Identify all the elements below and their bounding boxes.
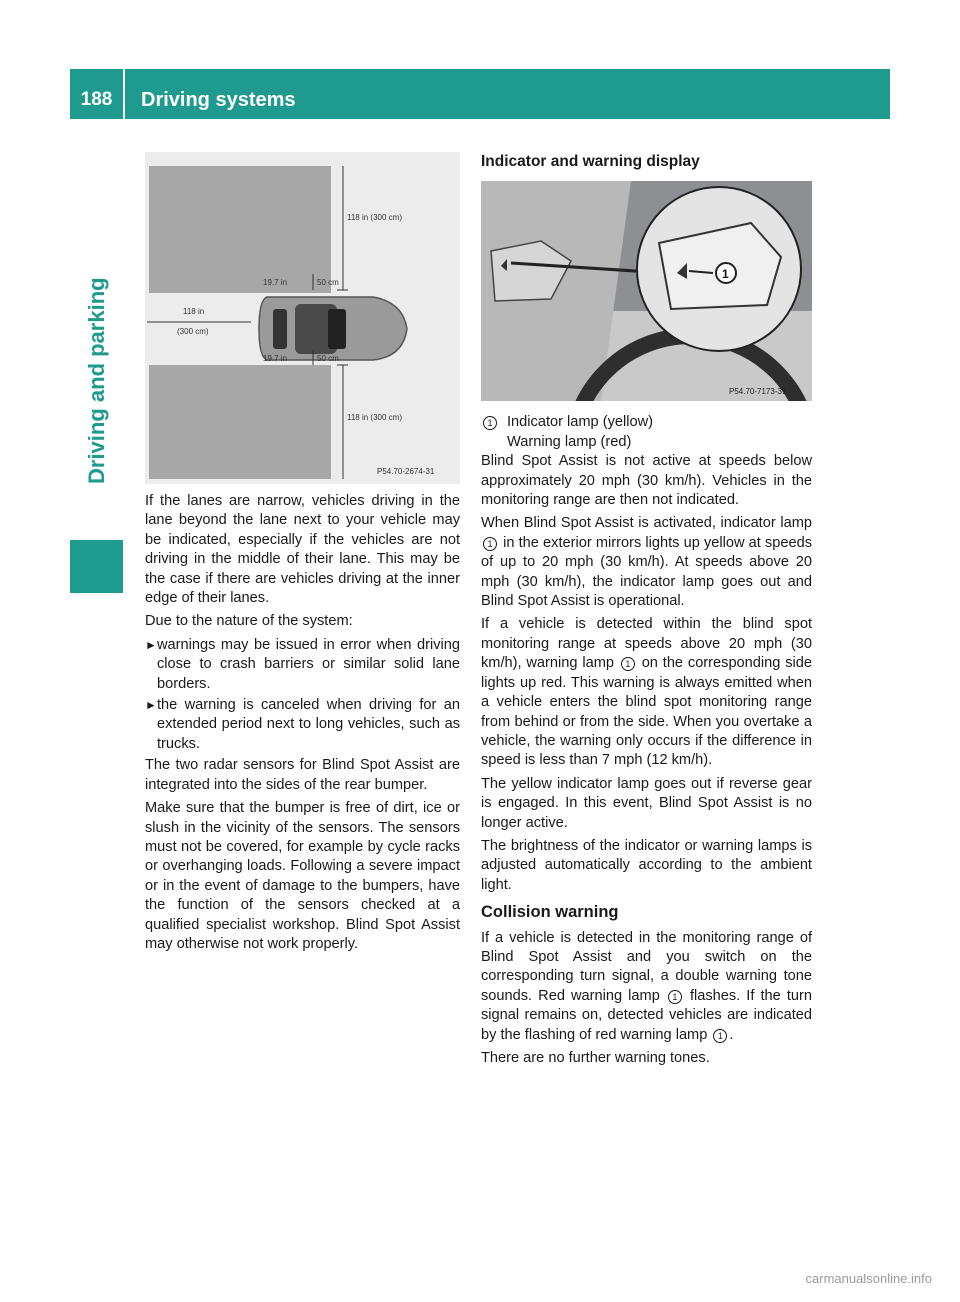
page-number: 188 (70, 69, 125, 119)
blind-spot-range-diagram (145, 152, 460, 484)
paragraph: If a vehicle is detected in the monitoring range of Blind Spot Assist and you switch on the corresponding turn signal, a double warning tone sounds. Red warning lamp 1 flashes. If the turn signal remains on, detected vehicles are indicated by the flashing of red warning lamp 1 . (481, 929, 812, 1043)
left-column (145, 152, 460, 958)
callout-1-icon: 1 (483, 416, 497, 430)
paragraph: The two radar sensors for Blind Spot Assist are integrated into the sides of the rear bumper. (145, 757, 460, 793)
site-watermark: carmanualsonline.info (805, 1271, 932, 1286)
subsection-heading: Collision warning (481, 903, 619, 922)
paragraph: If the lanes are narrow, vehicles driving in the lane beyond the lane next to your vehicle may be indicated, especially if the vehicles are not driving in the middle of their lane. This may be the case if there are vehicles driving at the inner edge of their lanes. (145, 493, 460, 607)
paragraph: Due to the nature of the system: (145, 613, 353, 630)
rear-left-zone (149, 166, 331, 293)
list-item: ► warnings may be issued in error when driving close to crash barriers or similar solid lane borders. (145, 636, 460, 692)
paragraph: The yellow indicator lamp goes out if reverse gear is engaged. In this event, Blind Spot Assist is no longer active. (481, 775, 812, 831)
list-item: ► the warning is canceled when driving for an extended period next to long vehicles, such as trucks. (145, 697, 460, 752)
lateral-in-label: 118 in (183, 307, 205, 316)
gap-top-cm-label: 50 cm (317, 278, 339, 287)
paragraph: Make sure that the bumper is free of dirt, ice or slush in the vicinity of the sensors. The sensors must not be covered, for example by cycle racks or overhanging loads. Following a severe impact or in the event of damage to the bumpers, have the function of the sensors checked at a qualified specialist workshop. Blind Spot Assist may otherwise not work properly. (145, 800, 460, 952)
gap-bottom-in-label: 19.7 in (263, 354, 288, 363)
section-heading: Indicator and warning display (481, 153, 700, 170)
bullet-list (145, 636, 460, 754)
front-range-label: 118 in (300 cm) (347, 413, 402, 422)
figure-code: P54.70-2674-31 (377, 467, 435, 476)
front-left-zone (149, 365, 331, 479)
callout-1-icon: 1 (713, 1029, 727, 1043)
mirror-indicator-photo (481, 181, 812, 401)
legend-line-indicator: Indicator lamp (yellow) (507, 414, 653, 431)
side-tab-marker (70, 540, 123, 593)
figure-code: P54.70-7173-31 (729, 387, 787, 397)
legend-line-warning: Warning lamp (red) (507, 433, 632, 450)
paragraph: The brightness of the indicator or warning lamps is adjusted automatically according to the ambient light. (481, 837, 812, 893)
page-header (70, 69, 890, 119)
callout-number: 1 (722, 267, 729, 282)
paragraph: If a vehicle is detected within the blind spot monitoring range at speeds above 20 mph (30 km/h), warning lamp 1 on the corresponding side lights up red. This warning is always emitted when a vehicle enters the blind spot monitoring range from behind or from the side. When you overtake a vehicle, the warning only occurs if the difference in speed is less than 7 mph (12 km/h). (481, 616, 813, 769)
bullet-icon: ► (145, 637, 157, 652)
lateral-cm-label: (300 cm) (177, 327, 209, 336)
paragraph: There are no further warning tones. (481, 1050, 710, 1066)
gap-bottom-cm-label: 50 cm (317, 354, 339, 363)
bullet-icon: ► (145, 698, 157, 713)
side-tab-label: Driving and parking (84, 277, 109, 484)
callout-1-icon: 1 (483, 537, 497, 551)
paragraph: When Blind Spot Assist is activated, indicator lamp 1 in the exterior mirrors lights up yellow at speeds of up to 20 mph (30 km/h). At speeds above 20 mph (30 km/h), the indicator lamp goes out and Blind Spot Assist is operational. (481, 515, 812, 610)
gap-top-in-label: 19.7 in (263, 278, 288, 287)
vehicle-top-view (259, 297, 407, 360)
callout-1-icon: 1 (621, 657, 635, 671)
right-column (481, 152, 812, 1072)
rear-range-label: 118 in (300 cm) (347, 213, 402, 222)
paragraph: Blind Spot Assist is not active at speeds below approximately 20 mph (30 km/h). Vehicles in the monitoring range are then not indicated. (481, 453, 812, 509)
legend-item (481, 413, 812, 452)
callout-1-icon: 1 (668, 990, 682, 1004)
chapter-title: Driving systems (141, 89, 296, 111)
